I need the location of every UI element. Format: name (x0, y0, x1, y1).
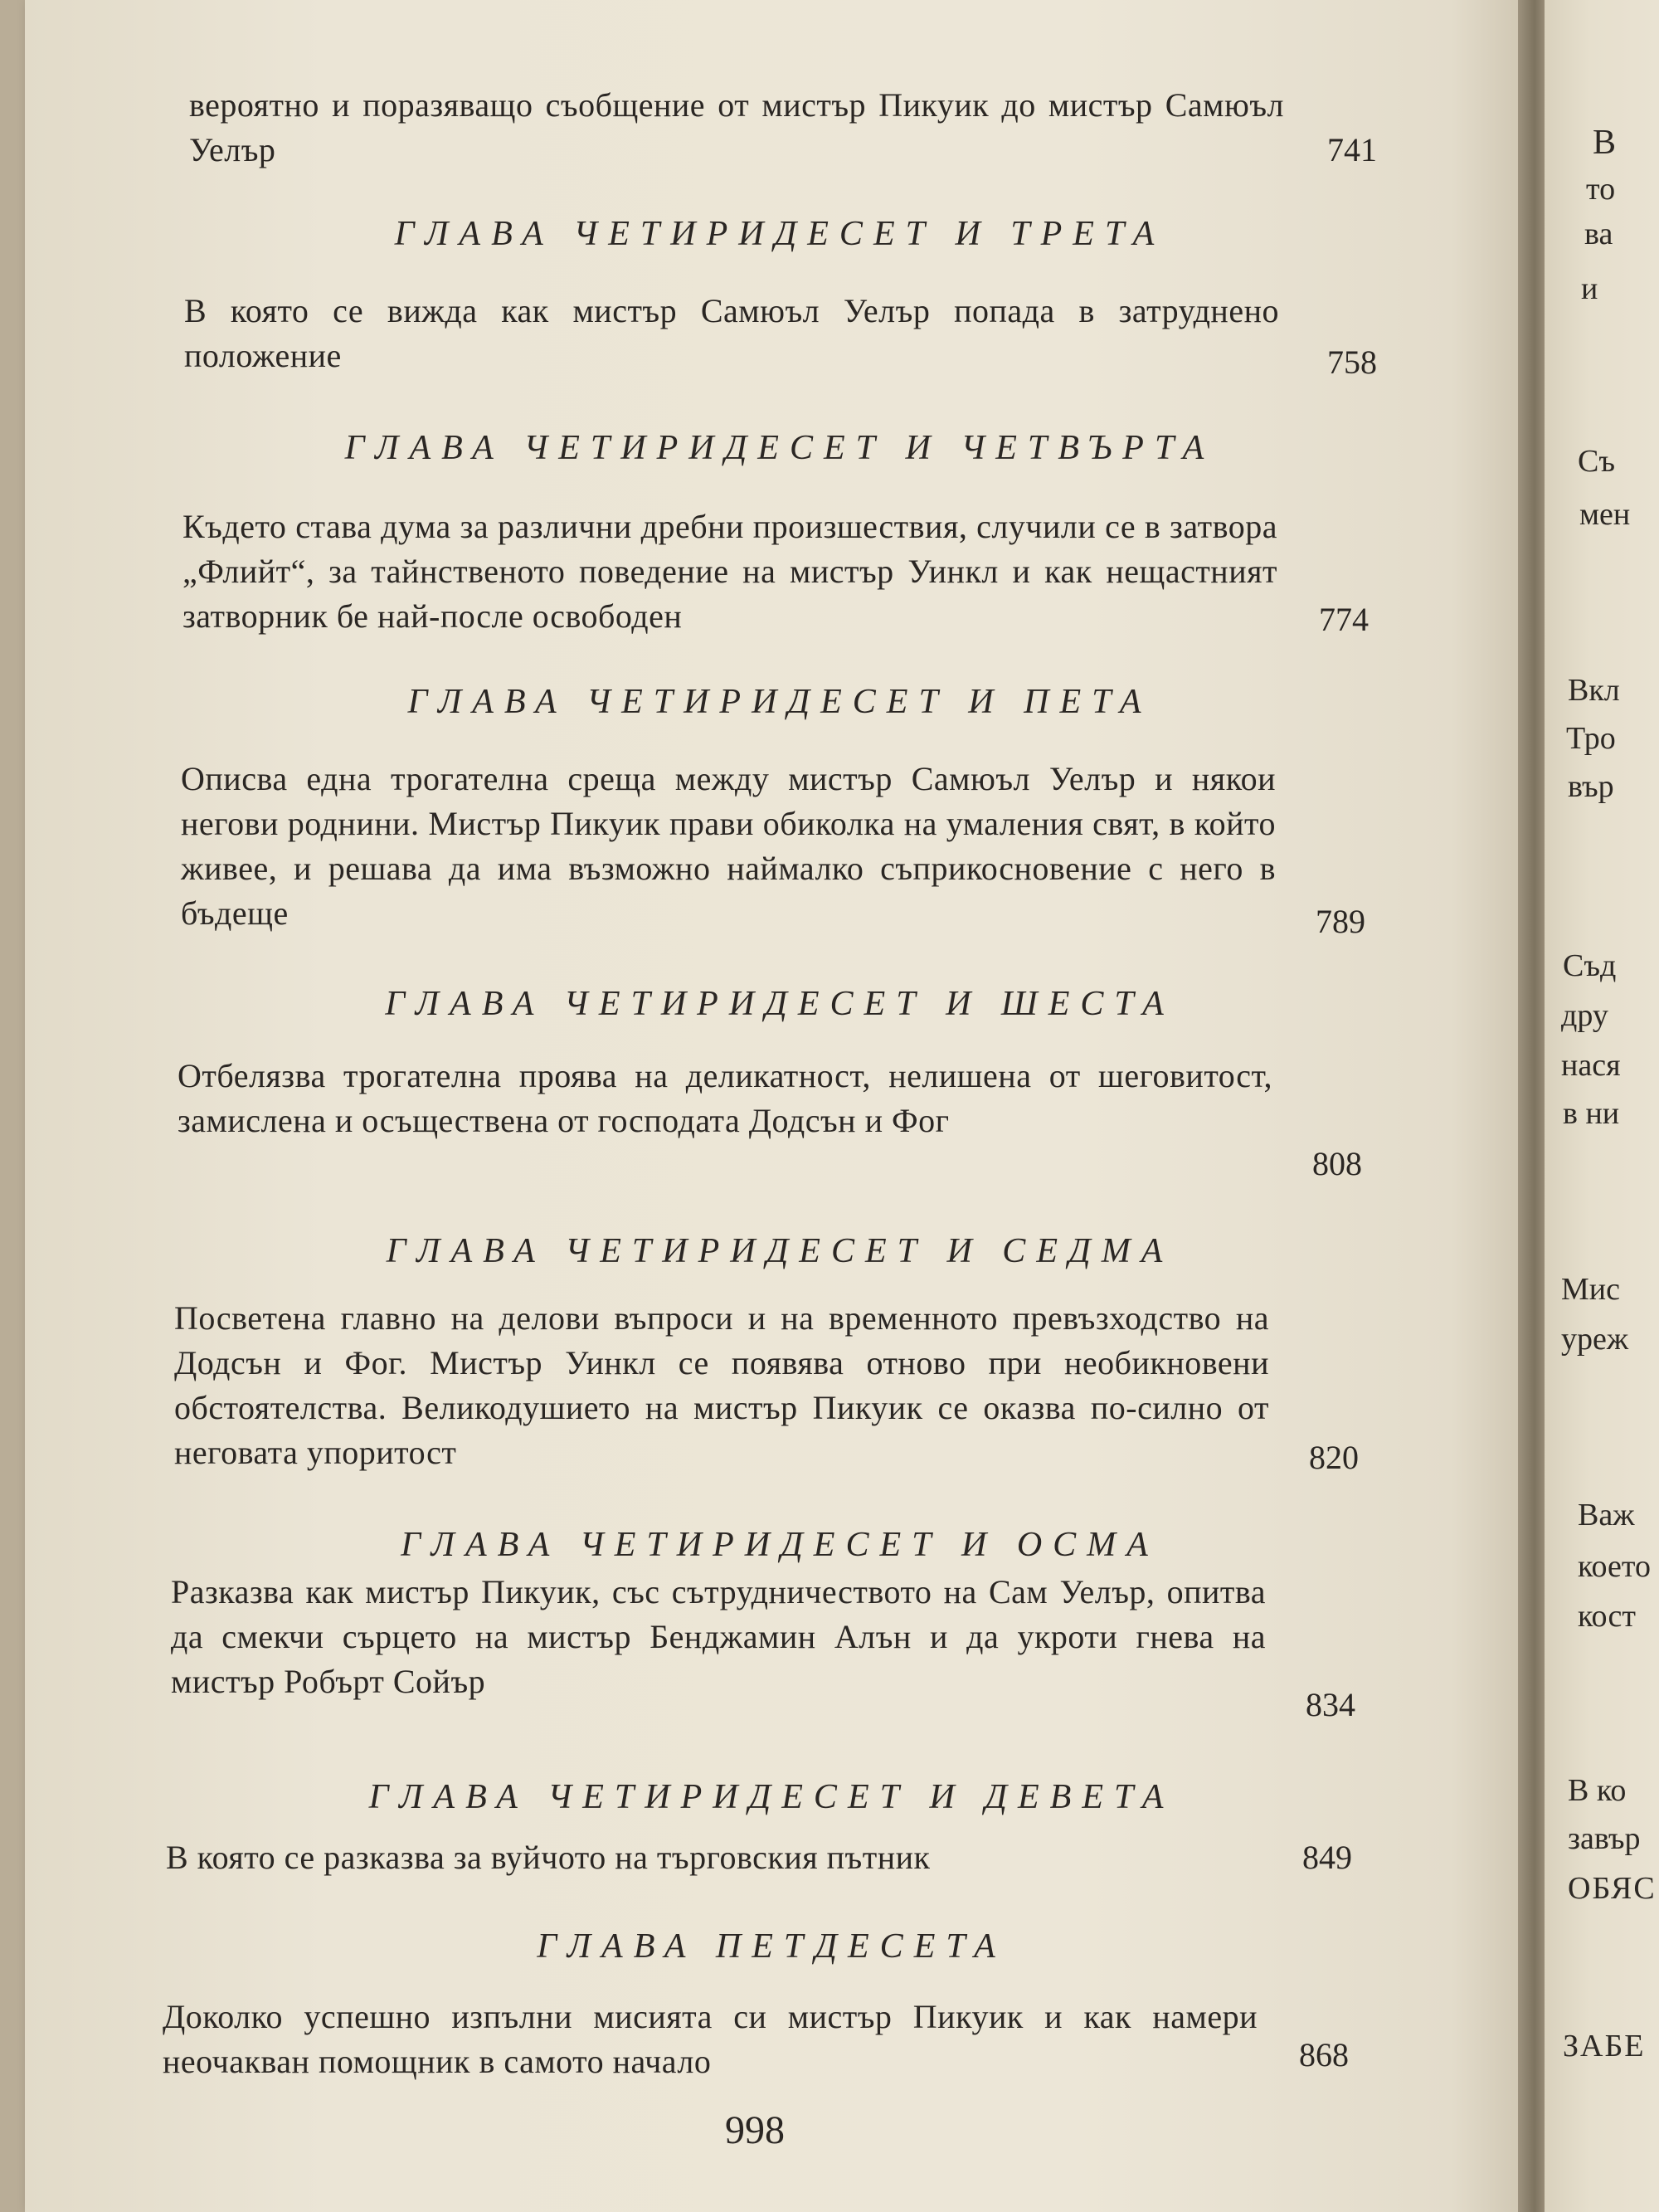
toc-entry-description: Посветена главно на делови въпроси и на временното превъзходство на Додсън и Фог. Мистър Уинкл се появява отново при необикновени обстоятелства. Великодушието на мистър Пикуик се оказва по-силно от неговата упоритост (174, 1299, 1269, 1471)
chapter-heading: ГЛАВА ЧЕТИРИДЕСЕТ И ОСМА (401, 1526, 1159, 1564)
right-page-fragment: Важ (1578, 1498, 1635, 1532)
toc-page-number: 820 (1309, 1439, 1359, 1476)
toc-entry-description: Отбелязва трогателна проява на деликатност, нелишена от шеговитост, замислена и осъществена от господата Додсън и Фог (178, 1057, 1272, 1139)
toc-page-number: 834 (1306, 1686, 1355, 1723)
toc-page-number: 868 (1299, 2036, 1349, 2073)
right-page-fragment: Вкл (1568, 673, 1620, 708)
toc-entry-description: Доколко успешно изпълни мисията си мистър Пикуик и как намери неочакван помощник в самото начало (163, 1998, 1258, 2080)
right-page-fragment: кост (1578, 1599, 1636, 1634)
right-page-fragment: В ко (1568, 1773, 1627, 1808)
right-page-fragment: то (1586, 172, 1616, 207)
right-page-fragment: В (1593, 124, 1617, 162)
toc-entry-description: В която се разказва за вуйчото на търговския пътник (166, 1839, 931, 1876)
chapter-heading: ГЛАВА ЧЕТИРИДЕСЕТ И ШЕСТА (385, 985, 1175, 1023)
toc-page-number: 774 (1319, 601, 1369, 638)
right-page-fragment: Мис (1561, 1272, 1620, 1307)
chapter-heading: ГЛАВА ЧЕТИРИДЕСЕТ И ДЕВЕТА (368, 1778, 1175, 1816)
toc-entry-description: вероятно и поразяващо съобщение от мистър Пикуик до мистър Самюъл Уелър (189, 86, 1284, 168)
toc-page-number: 758 (1327, 343, 1377, 381)
right-page-fragment: ва (1584, 217, 1613, 251)
right-page-fragment: Съд (1563, 948, 1617, 983)
right-page-fragment: нася (1561, 1048, 1621, 1083)
right-page-fragment: което (1578, 1549, 1651, 1584)
toc-entry-description: Където става дума за различни дребни произшествия, случили се в затвора „Флийт“, за тайнственото поведение на мистър Уинкл и как нещастният затворник бе най-после освободен (182, 508, 1277, 635)
chapter-heading: ГЛАВА ЧЕТИРИДЕСЕТ И СЕДМА (386, 1232, 1174, 1270)
right-page-fragment: вър (1568, 769, 1614, 804)
right-page-fragment: в ни (1563, 1096, 1620, 1131)
right-page-fragment: ЗАБЕ (1563, 2029, 1646, 2063)
right-page-fragment: Тро (1566, 721, 1616, 756)
chapter-heading: ГЛАВА ЧЕТИРИДЕСЕТ И ПЕТА (407, 683, 1152, 721)
right-page-fragment: Съ (1578, 444, 1615, 479)
right-page-fragment: и (1581, 271, 1598, 306)
right-page-fragment: завър (1568, 1821, 1641, 1856)
chapter-heading: ГЛАВА ЧЕТИРИДЕСЕТ И ЧЕТВЪРТА (344, 429, 1215, 467)
toc-entry-description: Описва една трогателна среща между мистър Самюъл Уелър и някои негови роднини. Мистър Пикуик прави обиколка на умаления свят, в който живее, и решава да има възможно наймалко съприкосновение с него в бъдеще (181, 760, 1276, 932)
right-page (1545, 0, 1659, 2212)
toc-page-number: 849 (1302, 1839, 1352, 1876)
toc-page-number: 741 (1327, 131, 1377, 168)
chapter-heading: ГЛАВА ПЕТДЕСЕТА (537, 1927, 1006, 1966)
toc-page-number: 808 (1312, 1145, 1362, 1182)
toc-entry-description: В която се вижда как мистър Самюъл Уелър попада в затруднено положение (184, 292, 1279, 374)
right-page-fragment: ОБЯС (1568, 1871, 1657, 1906)
right-page-fragment: уреж (1561, 1322, 1629, 1357)
toc-page-number: 789 (1316, 903, 1365, 940)
chapter-heading: ГЛАВА ЧЕТИРИДЕСЕТ И ТРЕТА (394, 215, 1165, 253)
page-folio-number: 998 (725, 2108, 785, 2152)
right-page-fragment: мен (1579, 497, 1631, 532)
toc-entry-description: Разказва как мистър Пикуик, със сътрудничеството на Сам Уелър, опитва да смекчи сърцето на мистър Бенджамин Алън и да укроти гнева на мистър Робърт Сойър (171, 1573, 1266, 1700)
right-page-fragment: дру (1561, 998, 1608, 1033)
